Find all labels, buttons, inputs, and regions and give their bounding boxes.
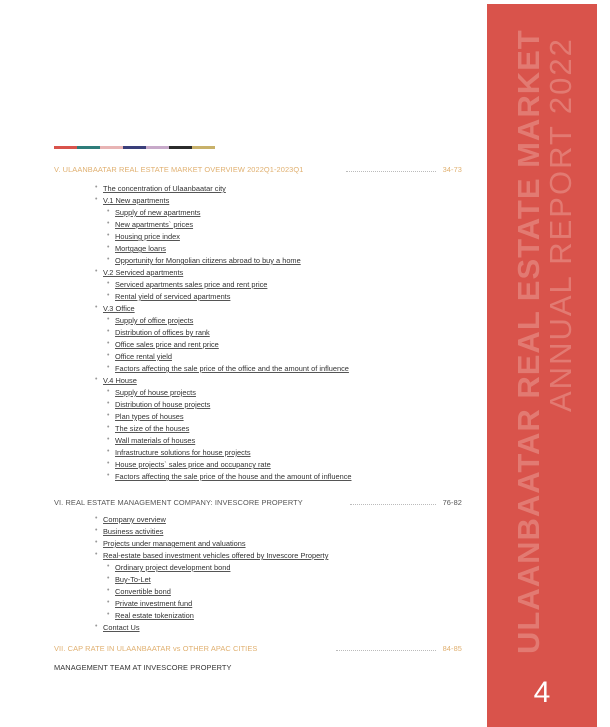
toc-subentry[interactable] — [107, 292, 231, 301]
color-bar-segment — [169, 146, 192, 149]
toc-entry-link[interactable]: V.2 Serviced apartments — [103, 268, 184, 277]
bullet-icon: • — [95, 539, 98, 546]
section-page-range: 84-85 — [442, 644, 462, 653]
toc-subentry[interactable] — [107, 436, 196, 445]
toc-entry-link[interactable]: The size of the houses — [115, 424, 190, 433]
toc-subentry[interactable] — [107, 599, 193, 608]
toc-subentry[interactable] — [107, 256, 301, 265]
dot-leader — [336, 650, 436, 651]
color-bar-segment — [100, 146, 123, 149]
section-page-range: 34-73 — [442, 165, 462, 174]
bullet-icon: • — [107, 352, 110, 359]
toc-subentry[interactable] — [107, 400, 211, 409]
toc-subentry[interactable] — [107, 340, 219, 349]
bullet-icon: • — [107, 563, 110, 570]
toc-entry-link[interactable]: Contact Us — [103, 623, 140, 632]
toc-entry-link[interactable]: Rental yield of serviced apartments — [115, 292, 231, 301]
toc-subentry[interactable] — [107, 611, 194, 620]
bullet-icon: • — [95, 184, 98, 191]
bullet-icon: • — [95, 551, 98, 558]
toc-entry-link[interactable]: Company overview — [103, 515, 166, 524]
toc-entry-link[interactable]: Supply of house projects — [115, 388, 196, 397]
bullet-icon: • — [107, 575, 110, 582]
bullet-icon: • — [107, 611, 110, 618]
toc-entry-link[interactable]: Private investment fund — [115, 599, 193, 608]
toc-entry-link[interactable]: Distribution of house projects — [115, 400, 211, 409]
toc-entry-link[interactable]: Opportunity for Mongolian citizens abroad to buy a home — [115, 256, 301, 265]
bullet-icon: • — [107, 208, 110, 215]
bullet-icon: • — [107, 472, 110, 479]
toc-entry-link[interactable]: Supply of office projects — [115, 316, 194, 325]
color-bar-segment — [77, 146, 100, 149]
color-bar-segment — [123, 146, 146, 149]
toc-subentry[interactable] — [107, 328, 210, 337]
toc-subentry[interactable] — [107, 460, 271, 469]
toc-entry[interactable] — [95, 527, 164, 536]
dot-leader — [350, 504, 436, 505]
toc-subentry[interactable] — [107, 388, 196, 397]
color-bar-segment — [146, 146, 169, 149]
bullet-icon: • — [95, 515, 98, 522]
toc-entry-link[interactable]: V.3 Office — [103, 304, 135, 313]
toc-entry-link[interactable]: Projects under management and valuations — [103, 539, 246, 548]
toc-entry-link[interactable]: Convertible bond — [115, 587, 171, 596]
bullet-icon: • — [107, 436, 110, 443]
toc-subentry[interactable] — [107, 220, 194, 229]
bullet-icon: • — [107, 244, 110, 251]
page-number: 4 — [533, 676, 551, 709]
toc-subentry[interactable] — [107, 424, 190, 433]
section-title: VII. CAP RATE IN ULAANBAATAR vs OTHER APAC CITIES — [54, 644, 258, 653]
bullet-icon: • — [107, 316, 110, 323]
color-bar-segment — [54, 146, 77, 149]
toc-subentry[interactable] — [107, 587, 171, 596]
bullet-icon: • — [95, 376, 98, 383]
section-title: MANAGEMENT TEAM AT INVESCORE PROPERTY — [54, 663, 232, 672]
toc-entry-link[interactable]: Infrastructure solutions for house projects — [115, 448, 251, 457]
bullet-icon: • — [107, 400, 110, 407]
toc-subentry[interactable] — [107, 412, 184, 421]
toc-entry-link[interactable]: Ordinary project development bond — [115, 563, 231, 572]
toc-entry[interactable] — [95, 539, 246, 548]
bullet-icon: • — [95, 268, 98, 275]
dot-leader — [346, 171, 436, 172]
bullet-icon: • — [107, 280, 110, 287]
toc-entry-link[interactable]: Office rental yield — [115, 352, 172, 361]
bullet-icon: • — [107, 424, 110, 431]
toc-entry-link[interactable]: Business activities — [103, 527, 164, 536]
toc-entry-link[interactable]: Mortgage loans — [115, 244, 166, 253]
bullet-icon: • — [95, 304, 98, 311]
bullet-icon: • — [107, 412, 110, 419]
toc-entry-link[interactable]: Housing price index — [115, 232, 180, 241]
toc-subentry[interactable] — [107, 232, 180, 241]
report-title-line1: ULAANBAATAR REAL ESTATE MARKET — [511, 29, 546, 654]
toc-entry[interactable] — [95, 196, 170, 205]
toc-entry-link[interactable]: Plan types of houses — [115, 412, 184, 421]
toc-entry[interactable] — [95, 268, 184, 277]
toc-subentry[interactable] — [107, 208, 201, 217]
toc-entry-link[interactable]: V.4 House — [103, 376, 137, 385]
bullet-icon: • — [95, 527, 98, 534]
toc-entry[interactable] — [95, 376, 137, 385]
toc-entry-link[interactable]: House projects` sales price and occupancy rate — [115, 460, 271, 469]
toc-subentry[interactable] — [107, 352, 172, 361]
toc-entry-link[interactable]: New apartments` prices — [115, 220, 194, 229]
toc-subentry[interactable] — [107, 244, 166, 253]
toc-entry-link[interactable]: Wall materials of houses — [115, 436, 196, 445]
toc-subentry[interactable] — [107, 563, 231, 572]
toc-subentry[interactable] — [107, 280, 268, 289]
bullet-icon: • — [107, 340, 110, 347]
section-title: VI. REAL ESTATE MANAGEMENT COMPANY: INVESCORE PROPERTY — [54, 498, 303, 507]
bullet-icon: • — [107, 364, 110, 371]
bullet-icon: • — [107, 220, 110, 227]
toc-entry-link[interactable]: Office sales price and rent price — [115, 340, 219, 349]
toc-entry-link[interactable]: Real-estate based investment vehicles offered by Invescore Property — [103, 551, 329, 560]
bullet-icon: • — [107, 232, 110, 239]
toc-entry-link[interactable]: The concentration of Ulaanbaatar city — [103, 184, 226, 193]
toc-entry-link[interactable]: V.1 New apartments — [103, 196, 170, 205]
toc-entry-link[interactable]: Serviced apartments sales price and rent price — [115, 280, 268, 289]
toc-subentry[interactable] — [107, 575, 151, 584]
bullet-icon: • — [107, 256, 110, 263]
color-bar — [54, 146, 215, 149]
toc-entry[interactable] — [95, 304, 135, 313]
bullet-icon: • — [107, 587, 110, 594]
toc-entry[interactable] — [95, 551, 329, 560]
bullet-icon: • — [95, 196, 98, 203]
section-page-range: 76-82 — [442, 498, 462, 507]
bullet-icon: • — [107, 460, 110, 467]
toc-entry[interactable] — [95, 515, 166, 524]
toc-entry-link[interactable]: Supply of new apartments — [115, 208, 201, 217]
toc-entry-link[interactable]: Factors affecting the sale price of the office and the amount of influence — [115, 364, 349, 373]
sidebar-banner — [487, 4, 597, 727]
bullet-icon: • — [107, 328, 110, 335]
toc-entry-link[interactable]: Real estate tokenization — [115, 611, 194, 620]
toc-entry-link[interactable]: Distribution of offices by rank — [115, 328, 210, 337]
bullet-icon: • — [95, 623, 98, 630]
toc-entry-link[interactable]: Factors affecting the sale price of the house and the amount of influence — [115, 472, 352, 481]
bullet-icon: • — [107, 388, 110, 395]
toc-entry[interactable] — [95, 184, 226, 193]
toc-entry-link[interactable]: Buy-To-Let — [115, 575, 151, 584]
bullet-icon: • — [107, 448, 110, 455]
bullet-icon: • — [107, 599, 110, 606]
toc-entry[interactable] — [95, 623, 140, 632]
bullet-icon: • — [107, 292, 110, 299]
report-title-line2: ANNUAL REPORT 2022 — [543, 37, 578, 412]
toc-subentry[interactable] — [107, 364, 349, 373]
toc-subentry[interactable] — [107, 448, 251, 457]
color-bar-segment — [192, 146, 215, 149]
toc-subentry[interactable] — [107, 316, 194, 325]
toc-subentry[interactable] — [107, 472, 352, 481]
report-title — [511, 0, 579, 654]
section-title: V. ULAANBAATAR REAL ESTATE MARKET OVERVIEW 2022Q1-2023Q1 — [54, 165, 304, 174]
